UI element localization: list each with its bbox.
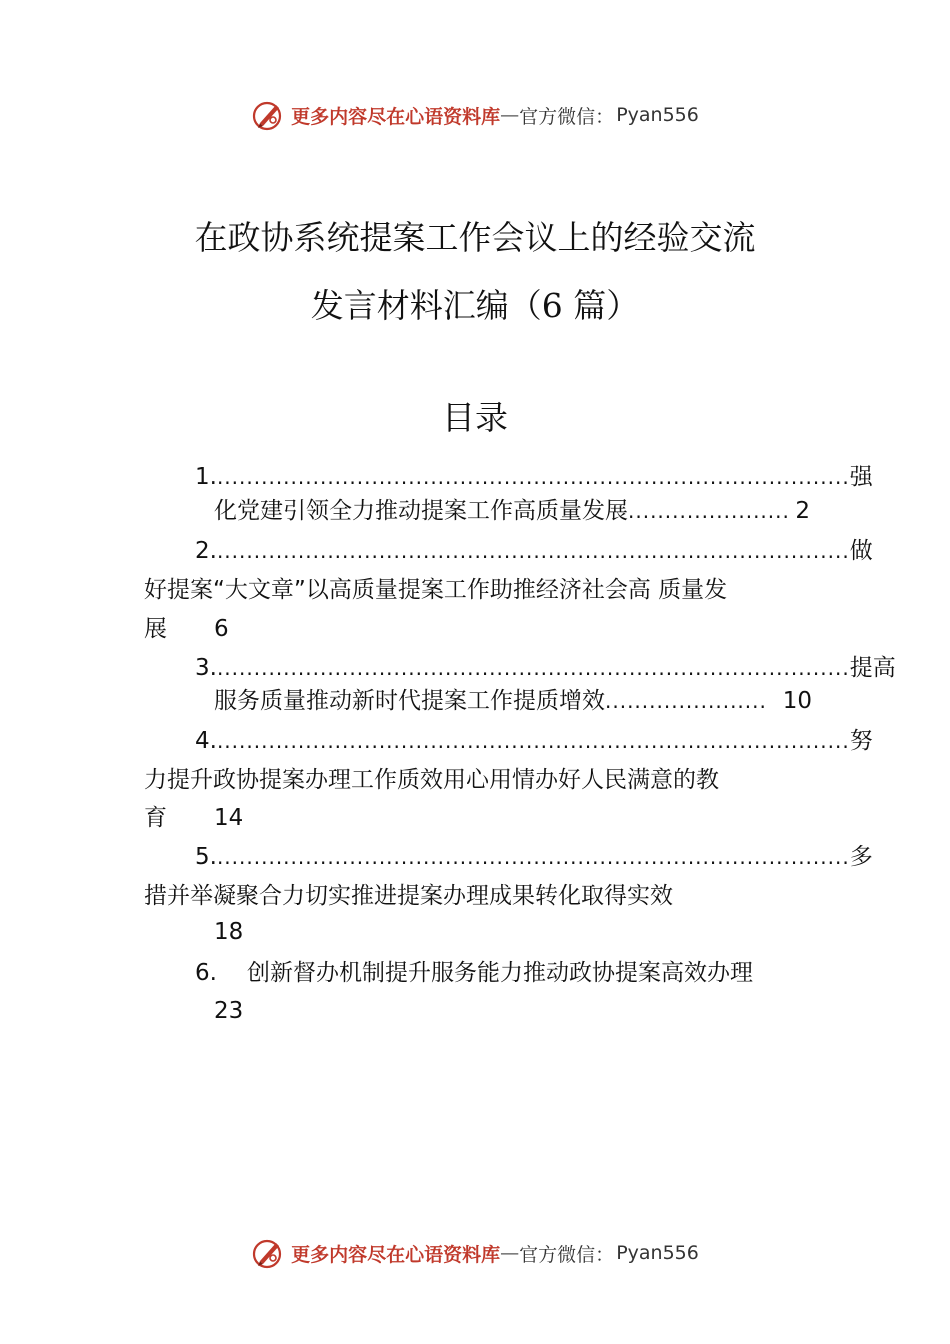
toc-entry-4-title-rest: 力提升政协提案办理工作质效用心用情办好人民满意的教 — [144, 767, 719, 793]
toc-entry-3-leader: ...................................................................................... — [216, 656, 850, 680]
toc-entry-5-leader: ...................................................................................... — [216, 845, 850, 869]
toc-entry-3-title-rest: 服务质量推动新时代提案工作提质增效 — [214, 688, 605, 714]
pen-logo-icon — [251, 1236, 285, 1270]
toc-entry-2-leader: ...................................................................................... — [216, 539, 850, 563]
toc-entry-2-title-start: 做 — [849, 538, 873, 564]
toc-entry-2-page: 6 — [214, 616, 229, 642]
document-title-line1: 在政协系统提案工作会议上的经验交流 — [194, 218, 756, 257]
toc-entry-1-title-start: 强 — [849, 464, 873, 490]
toc-entry-4-leader: ...................................................................................... — [216, 729, 850, 753]
banner-dash: — — [500, 104, 520, 126]
toc-entry-1-page: 2 — [795, 498, 810, 524]
banner-wechat-id: Pyan556 — [616, 1242, 699, 1264]
toc-entry-2-number: 2. — [195, 538, 217, 564]
header-banner — [0, 95, 950, 135]
toc-entry-3-title-start: 提高 — [849, 655, 896, 681]
toc-entry-1-page-leader: ...................... — [628, 499, 790, 523]
toc-entry-5-title-rest: 措并举凝聚合力切实推进提案办理成果转化取得实效 — [144, 883, 673, 909]
toc-entry-5-number: 5. — [195, 844, 217, 870]
toc-entry-4[interactable] — [195, 726, 873, 756]
toc-entry-4-title-end: 育 — [144, 805, 167, 831]
toc-heading: 目录 — [442, 398, 508, 437]
pen-logo-icon — [251, 98, 285, 132]
banner-wechat-label: 官方微信： — [519, 105, 615, 128]
footer-banner — [0, 1233, 950, 1273]
toc-entry-4-title-start: 努 — [849, 728, 873, 754]
toc-entry-5-page: 18 — [214, 919, 244, 945]
toc-entry-5-title-start: 多 — [849, 844, 873, 870]
toc-entry-3-continued[interactable] — [214, 686, 812, 716]
toc-entry-2-title-rest: 好提案“大文章”以高质量提案工作助推经济社会高 质量发 — [144, 577, 728, 603]
toc-entry-1-number: 1. — [195, 464, 217, 490]
toc-entry-6-title[interactable]: 创新督办机制提升服务能力推动政协提案高效办理 — [247, 960, 753, 986]
toc-entry-1-continued[interactable] — [214, 496, 810, 526]
banner-dash: — — [500, 1242, 520, 1264]
toc-entry-3[interactable] — [195, 653, 896, 683]
toc-entry-4-number: 4. — [195, 728, 217, 754]
banner-text: 更多内容尽在心语资料库 — [291, 1243, 501, 1266]
toc-entry-2-title-end: 展 — [144, 616, 167, 642]
document-title-line2: 发言材料汇编（6 篇） — [310, 286, 640, 325]
toc-entry-6-number: 6. — [195, 960, 217, 986]
toc-entry-1-title-rest: 化党建引领全力推动提案工作高质量发展 — [214, 498, 628, 524]
toc-entry-4-page: 14 — [214, 805, 244, 831]
toc-entry-3-page: 10 — [782, 688, 812, 714]
banner-wechat-label: 官方微信： — [519, 1243, 615, 1266]
toc-entry-6-page: 23 — [214, 998, 244, 1024]
toc-entry-1-leader: ...................................................................................... — [216, 465, 850, 489]
toc-entry-2[interactable] — [195, 536, 873, 566]
toc-entry-5[interactable] — [195, 842, 873, 872]
banner-text: 更多内容尽在心语资料库 — [291, 105, 501, 128]
toc-entry-3-number: 3. — [195, 655, 217, 681]
banner-wechat-id: Pyan556 — [616, 104, 699, 126]
toc-entry-3-page-leader: ...................... — [605, 689, 767, 713]
toc-entry-1[interactable] — [195, 462, 873, 492]
